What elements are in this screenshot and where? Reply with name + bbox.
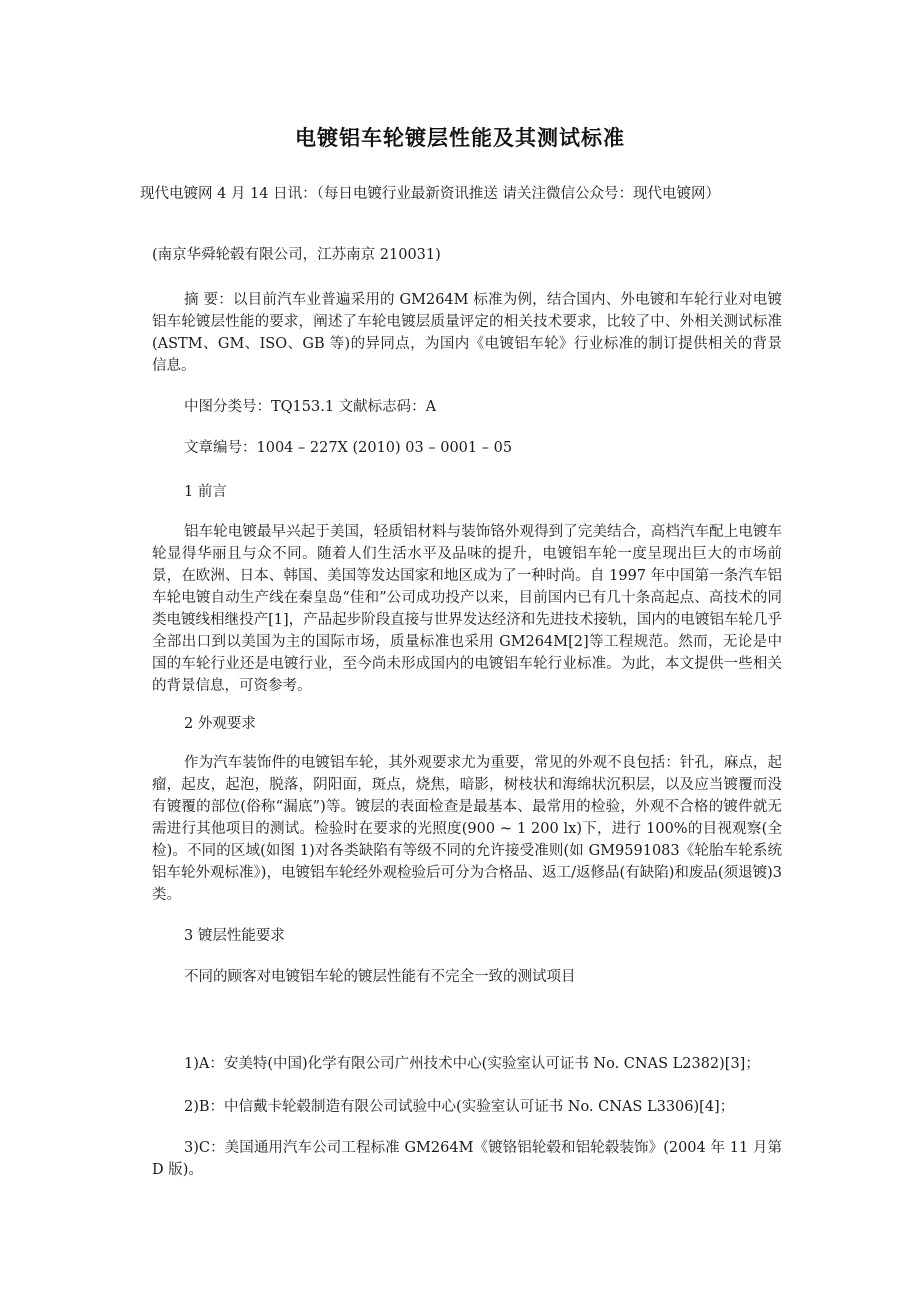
section-3-heading: 3 镀层性能要求 [184,928,285,944]
list-item-2: 2)B：中信戴卡轮毂制造有限公司试验中心(实验室认可证书 No. CNAS L3306)[4]； [184,1099,735,1115]
abstract-paragraph: 摘 要：以目前汽车业普遍采用的 GM264M 标准为例，结合国内、外电镀和车轮行业对电镀铝车轮镀层性能的要求，阐述了车轮电镀层质量评定的相关技术要求，比较了中、外相关测试标准(ASTM、GM、ISO、GB 等)的异同点，为国内《电镀铝车轮》行业标准的制订提供相关的背景信息。 [152,292,782,374]
list-item-1: 1)A：安美特(中国)化学有限公司广州技术中心(实验室认可证书 No. CNAS L2382)[3]； [184,1056,760,1072]
classification-line: 中图分类号：TQ153.1 文献标志码：A [184,399,437,415]
section-1-heading: 1 前言 [184,484,227,500]
article-number-line: 文章编号：1004 – 227X (2010) 03 – 0001 – 05 [184,440,513,456]
list-item-3: 3)C：美国通用汽车公司工程标准 GM264M《镀铬铝轮毂和铝轮毂装饰》(2004 年 11 月第 D 版)。 [152,1140,782,1178]
source-line: 现代电镀网 4 月 14 日讯：（每日电镀行业最新资讯推送 请关注微信公众号：现代电镀网） [140,186,720,202]
section-1-body: 铝车轮电镀最早兴起于美国，轻质铝材料与装饰铬外观得到了完美结合，高档汽车配上电镀车轮显得华丽且与众不同。随着人们生活水平及品味的提升，电镀铝车轮一度呈现出巨大的市场前景，在欧洲、日本、韩国、美国等发达国家和地区成为了一种时尚。自 1997 年中国第一条汽车铝车轮电镀自动生产线在秦皇岛“佳和”公司成功投产以来，目前国内已有几十条高起点、高技术的同类电镀线相继投产[1]，产品起步阶段直接与世界发达经济和先进技术接轨，国内的电镀铝车轮几乎全部出口到以美国为主的国际市场，质量标准也采用 GM264M[2]等工程规范。然而，无论是中国的车轮行业还是电镀行业，至今尚未形成国内的电镀铝车轮行业标准。为此，本文提供一些相关的背景信息，可资参考。 [152,524,782,694]
section-3-intro: 不同的顾客对电镀铝车轮的镀层性能有不完全一致的测试项目 [184,969,576,985]
section-2-heading: 2 外观要求 [184,716,256,732]
document-title: 电镀铝车轮镀层性能及其测试标准 [295,126,625,150]
section-2-body: 作为汽车装饰件的电镀铝车轮，其外观要求尤为重要，常见的外观不良包括：针孔，麻点，起瘤，起皮，起泡，脱落，阴阳面，斑点，烧焦，暗影，树枝状和海绵状沉积层，以及应当镀覆而没有镀覆的部位(俗称“漏底”)等。镀层的表面检查是最基本、最常用的检验，外观不合格的镀件就无需进行其他项目的测试。检验时在要求的光照度(900 ~ 1 200 lx)下，进行 100%的目视观察(全检)。不同的区域(如图 1)对各类缺陷有等级不同的允许接受准则(如 GM9591083《轮胎车轮系统铝车轮外观标准》)，电镀铝车轮经外观检验后可分为合格品、返工/返修品(有缺陷)和废品(须退镀)3 类。 [152,755,782,903]
affiliation: (南京华舜轮毂有限公司，江苏南京 210031) [152,247,441,263]
